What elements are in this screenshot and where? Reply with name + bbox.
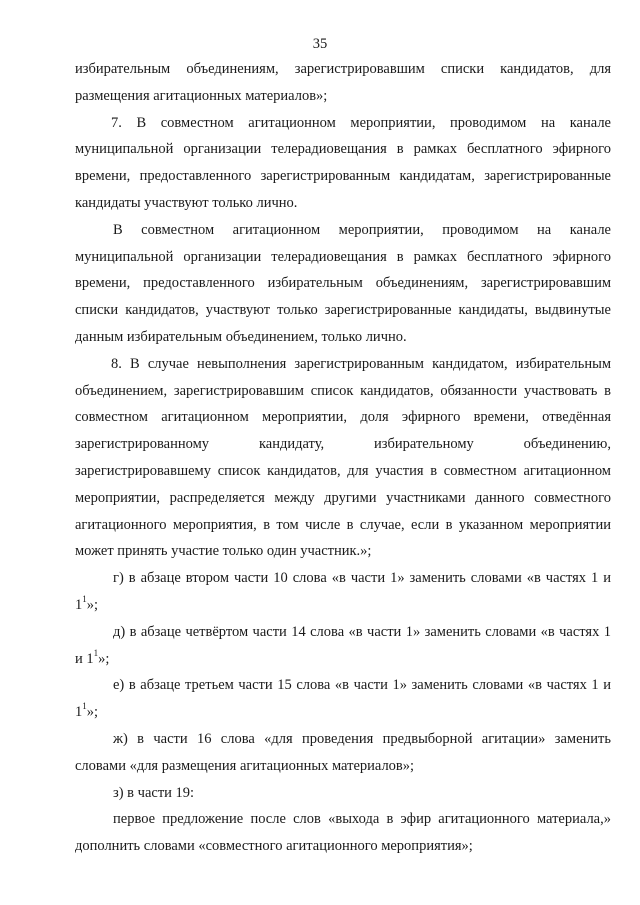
paragraph-item-7-second: В совместном агитационном мероприятии, проводимом на канале муниципальной организации телерадиовещания в рамках бесплатного эфирного времени, предоставленного избирательным объединениям, зарегистрировавшим списки кандидатов, участвуют только зарегистрированные кандидаты, выдвинутые данным избирательным объединением, только лично. (75, 221, 611, 345)
paragraph-subitem-g (75, 565, 611, 619)
paragraph-continuation: избирательным объединениям, зарегистрировавшим списки кандидатов, для размещения агитационных материалов»; (75, 61, 611, 104)
document-body (75, 56, 611, 860)
subitem-e-closing: »; (86, 704, 99, 721)
subitem-g-closing: »; (86, 596, 99, 613)
paragraph-subitem-z-first: первое предложение после слов «выхода в эфир агитационного материала,» дополнить словами «совместного агитационного мероприятия»; (75, 811, 611, 855)
subitem-e-text: е) в абзаце третьем части 15 слова «в части 1» заменить словами «в частях 1 и 1 (75, 677, 611, 721)
subitem-g-text: г) в абзаце втором части 10 слова «в части 1» заменить словами «в частях 1 и 1 (75, 570, 611, 613)
paragraph-item-7: 7. В совместном агитационном мероприятии, проводимом на канале муниципальной организации телерадиовещания в рамках бесплатного эфирного времени, предоставленного зарегистрированным кандидатам, зарегистрированные кандидаты участвуют только лично. (75, 114, 611, 211)
paragraph-subitem-zh: ж) в части 16 слова «для проведения предвыборной агитации» заменить словами «для размещения агитационных материалов»; (75, 730, 611, 774)
paragraph-subitem-e (75, 672, 611, 726)
page-number: 35 (312, 36, 328, 52)
subitem-e-superscript: 1 (82, 701, 87, 712)
subitem-d-superscript: 1 (93, 647, 99, 658)
paragraph-item-8: 8. В случае невыполнения зарегистрированным кандидатом, избирательным объединением, зарегистрировавшим список кандидатов, обязанности участвовать в совместном агитационном мероприятии, доля эфирного времени, отведённая зарегистрированному кандидату, избирательному объединению, зарегистрировавшему список кандидатов, для участия в совместном агитационном мероприятии, распределяется между другими участниками данного совместного агитационного мероприятия, в том числе в случае, если в указанном мероприятии может принять участие только один участник.»; (75, 355, 611, 560)
subitem-g-superscript: 1 (82, 594, 87, 605)
paragraph-subitem-z: з) в части 19: (113, 784, 195, 801)
subitem-d-text: д) в абзаце четвёртом части 14 слова «в части 1» заменить словами «в частях 1 и 1 (75, 623, 611, 667)
paragraph-subitem-d (75, 619, 611, 673)
subitem-d-closing: »; (98, 650, 110, 667)
